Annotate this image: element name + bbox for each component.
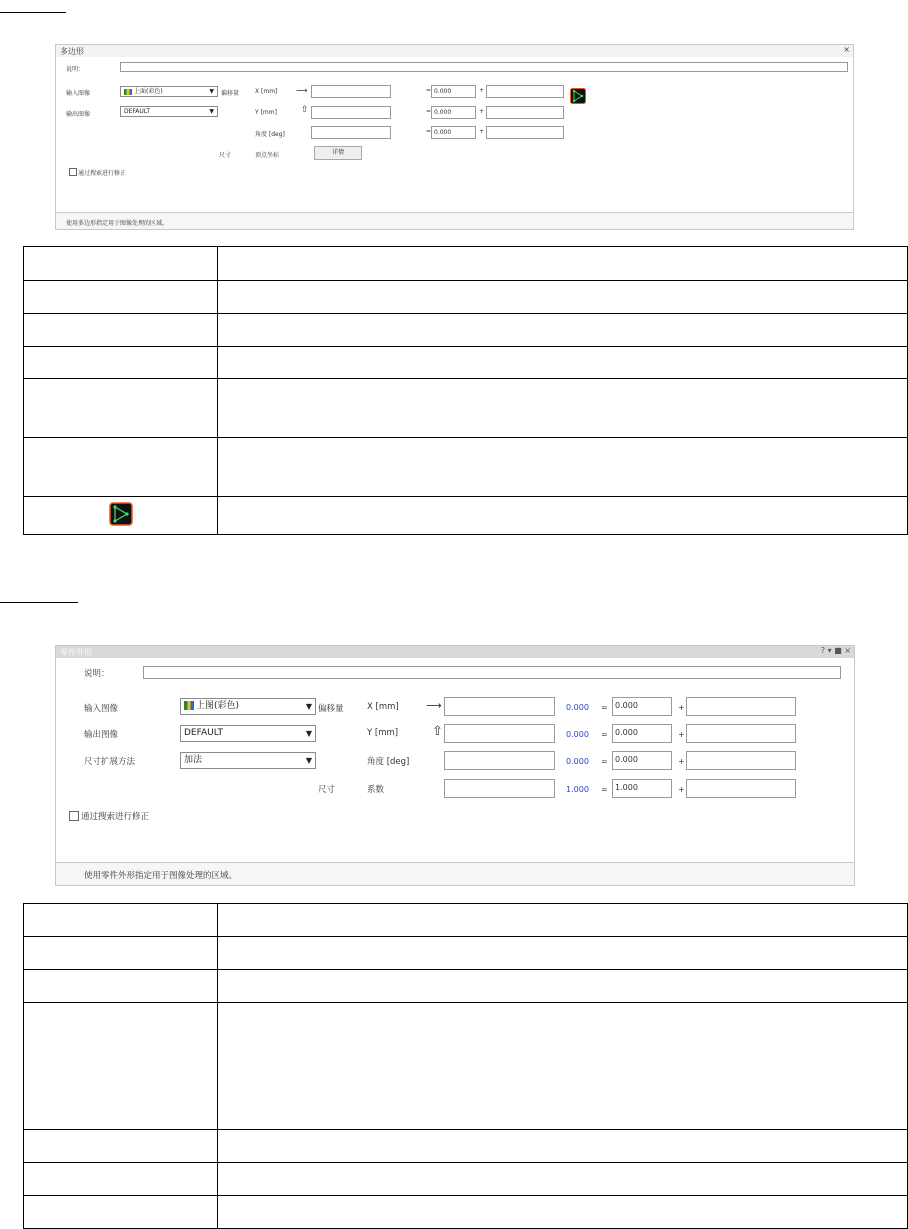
chevron-down-icon: ▼: [305, 756, 312, 765]
y-current-value: 0.000: [566, 730, 589, 739]
table-row: [24, 379, 908, 438]
window-controls[interactable]: ? ▾ ■ ×: [820, 646, 851, 655]
parameter-table-2: [23, 903, 908, 1229]
angle-label: 角度 [deg]: [255, 131, 285, 138]
size-method-select[interactable]: 加法 ▼: [180, 752, 316, 769]
correct-checkbox-label: 通过搜索进行修正: [78, 170, 127, 177]
description-label: 说明：: [66, 66, 85, 73]
x-equals: =: [426, 87, 432, 94]
output-image-select[interactable]: DEFAULT ▼: [180, 725, 316, 742]
panel-title: 零件外形: [60, 648, 92, 657]
angle-result[interactable]: 0.000: [612, 751, 672, 770]
angle-equals: =: [426, 128, 432, 135]
status-bar: [56, 862, 854, 885]
panel-titlebar: [56, 646, 854, 658]
x-plus: +: [678, 703, 685, 712]
size-method-label: 尺寸扩展方法: [84, 757, 136, 767]
status-bar: [56, 212, 853, 229]
x-plus: +: [479, 87, 485, 94]
color-swatch-icon: [184, 701, 194, 710]
table-row: [24, 497, 908, 535]
polygon-edit-button[interactable]: [570, 88, 586, 104]
x-equals: =: [601, 703, 608, 712]
status-text: 使用零件外形指定用于图像处理的区域。: [84, 871, 238, 881]
angle-plus: +: [479, 128, 485, 135]
angle-current-value: 0.000: [566, 757, 589, 766]
coefficient-plus: +: [678, 785, 685, 794]
input-image-label: 输入图像: [84, 704, 119, 714]
output-image-label: 输出图像: [66, 111, 91, 118]
section2-heading-underline: [0, 602, 78, 603]
y-arrow-icon: ⇧: [432, 724, 443, 739]
x-offset-input[interactable]: [686, 697, 796, 716]
x-current-value: 0.000: [566, 703, 589, 712]
y-equals: =: [601, 730, 608, 739]
correct-checkbox[interactable]: [69, 168, 77, 176]
input-image-label: 输入图像: [66, 90, 91, 97]
angle-input[interactable]: [311, 126, 391, 139]
angle-offset-input[interactable]: [486, 126, 564, 139]
table-row: [24, 347, 908, 379]
angle-plus: +: [678, 757, 685, 766]
x-result[interactable]: 0.000: [431, 85, 476, 98]
angle-label: 角度 [deg]: [367, 757, 410, 767]
size-label: 尺寸: [318, 785, 336, 795]
x-input[interactable]: [444, 697, 555, 716]
offset-label: 偏移量: [318, 704, 344, 714]
description-label: 说明：: [84, 669, 110, 679]
table-row: [24, 1196, 908, 1229]
coefficient-current-value: 1.000: [566, 785, 589, 794]
y-plus: +: [479, 108, 485, 115]
y-offset-input[interactable]: [686, 724, 796, 743]
y-equals: =: [426, 108, 432, 115]
chevron-down-icon: ▼: [305, 702, 312, 711]
parameter-table-1: [23, 246, 908, 535]
description-input[interactable]: [143, 666, 841, 679]
y-input[interactable]: [311, 106, 391, 119]
x-label: X [mm]: [255, 88, 278, 95]
angle-offset-input[interactable]: [686, 751, 796, 770]
table-row: [24, 937, 908, 970]
table-row: [24, 281, 908, 314]
polygon-panel: [55, 44, 854, 230]
input-image-select[interactable]: 上图(彩色) ▼: [180, 698, 316, 715]
angle-equals: =: [601, 757, 608, 766]
description-input[interactable]: [120, 62, 848, 72]
table-row: [24, 904, 908, 937]
close-icon[interactable]: ×: [843, 45, 850, 54]
x-arrow-icon: ⟶: [296, 86, 308, 95]
panel-title: 多边形: [60, 47, 84, 56]
x-offset-input[interactable]: [486, 85, 564, 98]
table-row: [24, 247, 908, 281]
chevron-down-icon: ▼: [305, 729, 312, 738]
y-plus: +: [678, 730, 685, 739]
coefficient-result[interactable]: 1.000: [612, 779, 672, 798]
x-result[interactable]: 0.000: [612, 697, 672, 716]
chevron-down-icon: ▼: [209, 108, 214, 115]
table-row: [24, 970, 908, 1003]
polygon-icon: [570, 88, 586, 104]
x-arrow-icon: ⟶: [426, 699, 442, 712]
coefficient-input[interactable]: [444, 779, 555, 798]
y-label: Y [mm]: [367, 728, 399, 738]
correct-checkbox[interactable]: [69, 811, 79, 821]
y-label: Y [mm]: [255, 109, 277, 116]
table-row: [24, 1130, 908, 1163]
table-row: [24, 438, 908, 497]
table-row: [24, 1163, 908, 1196]
part-outline-panel: [55, 645, 855, 886]
y-result[interactable]: 0.000: [431, 106, 476, 119]
detail-button[interactable]: 详情: [314, 146, 362, 160]
coefficient-offset-input[interactable]: [686, 779, 796, 798]
correct-checkbox-label: 通过搜索进行修正: [81, 812, 150, 822]
angle-result[interactable]: 0.000: [431, 126, 476, 139]
panel-titlebar: [56, 45, 853, 57]
y-offset-input[interactable]: [486, 106, 564, 119]
output-image-label: 输出图像: [84, 730, 119, 740]
y-arrow-icon: ⇧: [301, 105, 309, 115]
color-swatch-icon: [124, 89, 132, 95]
coefficient-label: 系数: [367, 785, 385, 795]
offset-label: 偏移量: [221, 90, 240, 97]
table-row: [24, 314, 908, 347]
chevron-down-icon: ▼: [209, 88, 214, 95]
coefficient-equals: =: [601, 785, 608, 794]
y-input[interactable]: [444, 724, 555, 743]
y-result[interactable]: 0.000: [612, 724, 672, 743]
angle-input[interactable]: [444, 751, 555, 770]
polygon-icon: [109, 502, 133, 526]
vertex-label: 顶点坐标: [255, 152, 280, 159]
section1-heading-underline: [0, 12, 66, 13]
input-image-select[interactable]: 上面(彩色) ▼: [120, 86, 218, 97]
x-label: X [mm]: [367, 702, 399, 712]
table-row: [24, 1003, 908, 1130]
size-label: 尺寸: [219, 152, 232, 159]
output-image-select[interactable]: DEFAULT ▼: [120, 106, 218, 117]
status-text: 使用多边形指定用于图像处理的区域。: [66, 220, 169, 227]
x-input[interactable]: [311, 85, 391, 98]
